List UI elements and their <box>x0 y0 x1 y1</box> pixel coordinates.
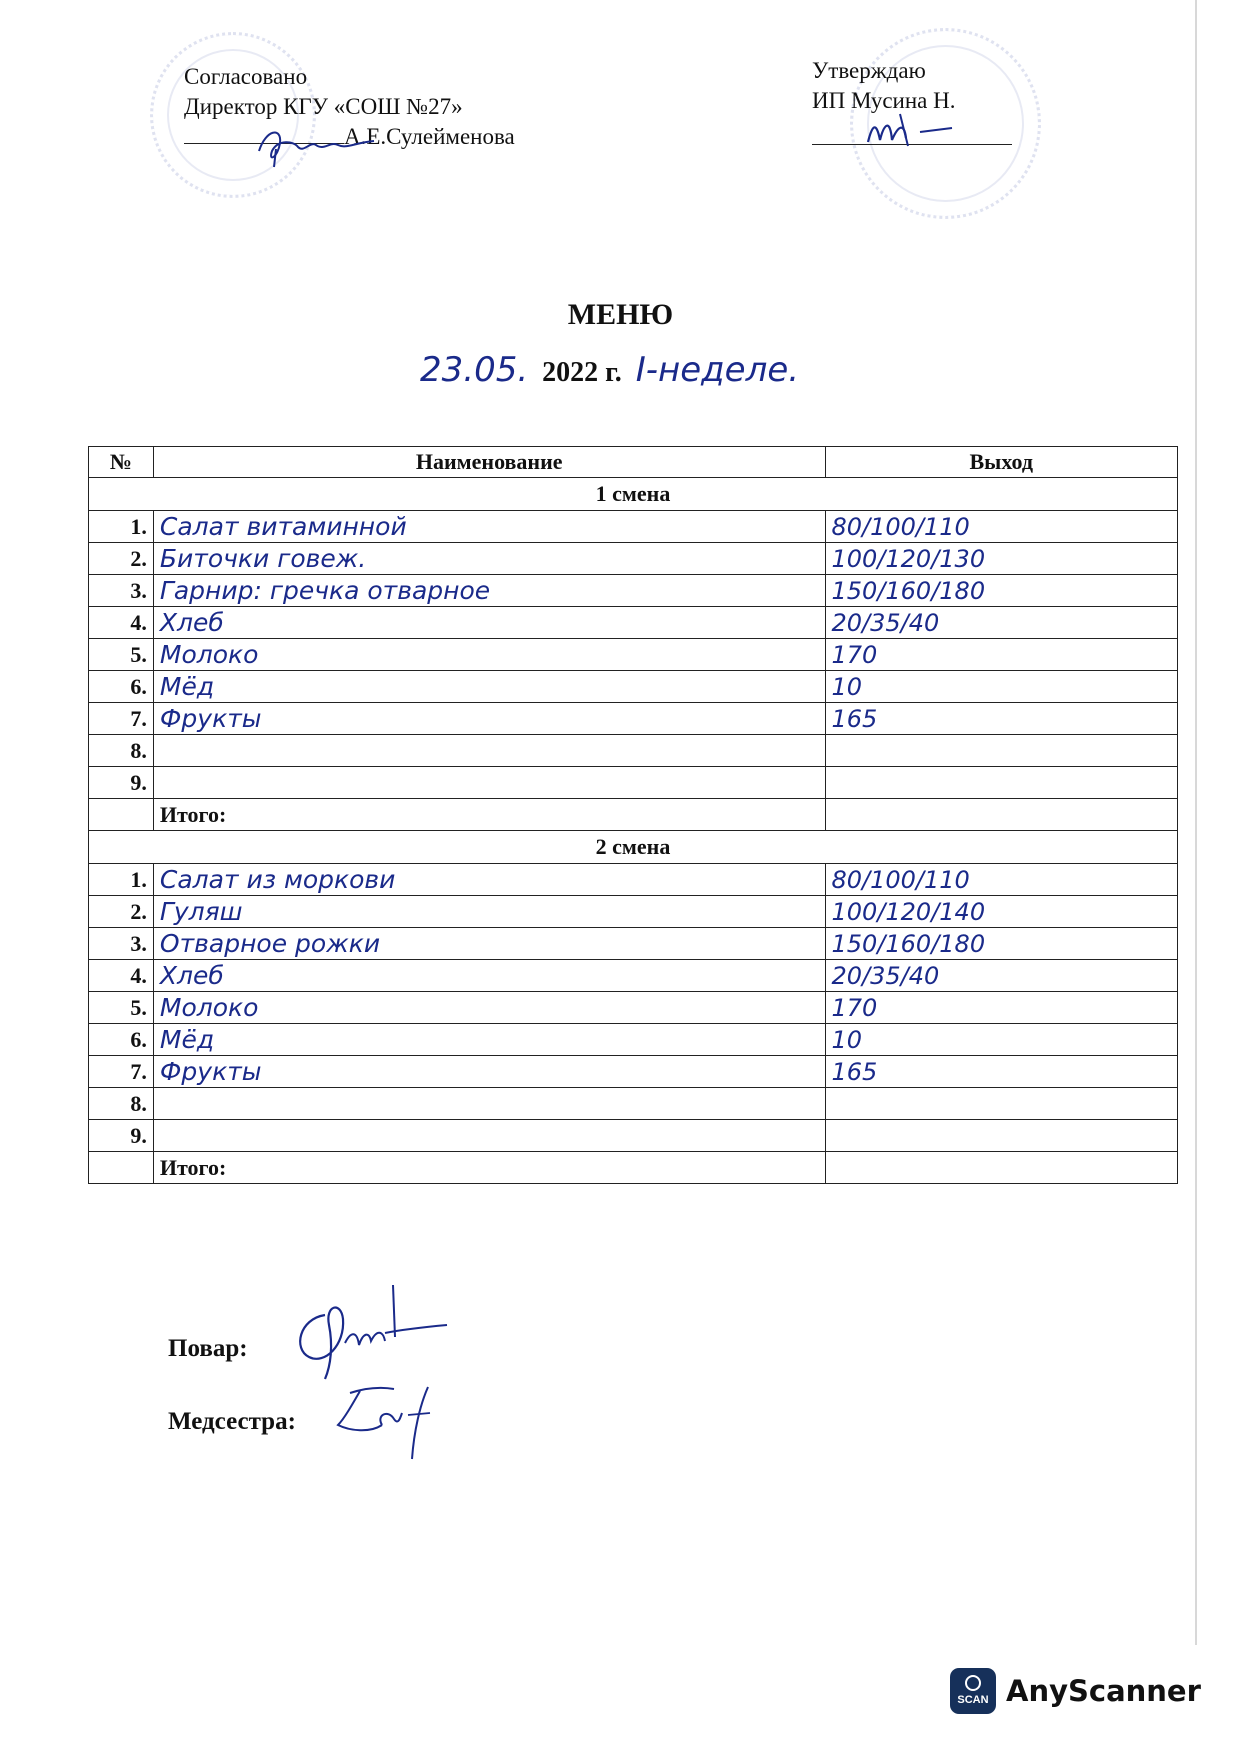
scan-edge <box>1195 0 1197 1645</box>
row-number: 9. <box>89 1120 154 1152</box>
total-value <box>825 1152 1178 1184</box>
dish-name: Фрукты <box>153 1056 825 1088</box>
cook-label: Повар: <box>168 1335 248 1362</box>
row-number: 1. <box>89 864 154 896</box>
dish-output: 165 <box>825 703 1178 735</box>
table-row <box>89 992 1178 1024</box>
dish-name: Фрукты <box>153 703 825 735</box>
row-number: 6. <box>89 671 154 703</box>
confirm-block <box>812 56 1012 153</box>
dish-name: Мёд <box>153 671 825 703</box>
row-number: 7. <box>89 703 154 735</box>
dish-output: 80/100/110 <box>825 511 1178 543</box>
table-row <box>89 735 1178 767</box>
approval-signer: А.Е.Сулейменова <box>344 124 515 149</box>
dish-output: 20/35/40 <box>825 960 1178 992</box>
dish-output <box>825 1088 1178 1120</box>
table-row <box>89 767 1178 799</box>
table-row <box>89 1088 1178 1120</box>
total-row <box>89 799 1178 831</box>
table-row <box>89 607 1178 639</box>
anyscanner-watermark <box>950 1668 1201 1714</box>
brand-name: AnyScanner <box>1006 1674 1201 1708</box>
total-value <box>825 799 1178 831</box>
approval-director: Директор КГУ «СОШ №27» <box>184 94 463 119</box>
row-number: 5. <box>89 992 154 1024</box>
dish-name <box>153 1088 825 1120</box>
table-row <box>89 703 1178 735</box>
nurse-signature <box>320 1375 450 1465</box>
dish-output: 165 <box>825 1056 1178 1088</box>
dish-name: Салат из моркови <box>153 864 825 896</box>
approval-block <box>184 62 515 152</box>
dish-output <box>825 1120 1178 1152</box>
dish-name: Гуляш <box>153 896 825 928</box>
confirm-title: Утверждаю <box>812 58 926 83</box>
column-output: Выход <box>825 447 1178 478</box>
dish-name: Хлеб <box>153 960 825 992</box>
dish-name: Молоко <box>153 639 825 671</box>
table-header <box>89 447 1178 478</box>
shift-label: 1 смена <box>89 478 1178 511</box>
total-blank <box>89 799 154 831</box>
dish-name <box>153 767 825 799</box>
confirm-owner: ИП Мусина Н. <box>812 88 956 113</box>
dish-output: 80/100/110 <box>825 864 1178 896</box>
dish-name: Биточки говеж. <box>153 543 825 575</box>
approval-signature-line <box>184 122 515 152</box>
row-number: 2. <box>89 896 154 928</box>
dish-name: Мёд <box>153 1024 825 1056</box>
dish-output: 150/160/180 <box>825 928 1178 960</box>
dish-output: 10 <box>825 1024 1178 1056</box>
total-row <box>89 1152 1178 1184</box>
table-row <box>89 1120 1178 1152</box>
signature-underline <box>184 143 344 144</box>
row-number: 2. <box>89 543 154 575</box>
dish-output: 20/35/40 <box>825 607 1178 639</box>
shift-1-header <box>89 478 1178 511</box>
column-name: Наименование <box>153 447 825 478</box>
row-number: 3. <box>89 928 154 960</box>
row-number: 9. <box>89 767 154 799</box>
table-row <box>89 928 1178 960</box>
row-number: 5. <box>89 639 154 671</box>
dish-name: Салат витаминной <box>153 511 825 543</box>
total-label: Итого: <box>153 799 825 831</box>
dish-output: 10 <box>825 671 1178 703</box>
row-number: 6. <box>89 1024 154 1056</box>
table-row <box>89 896 1178 928</box>
dish-output: 100/120/140 <box>825 896 1178 928</box>
dish-output <box>825 767 1178 799</box>
total-blank <box>89 1152 154 1184</box>
row-number: 7. <box>89 1056 154 1088</box>
dish-output: 170 <box>825 992 1178 1024</box>
handwritten-week: I-неделе. <box>635 350 800 390</box>
table-row <box>89 575 1178 607</box>
dish-output: 170 <box>825 639 1178 671</box>
owner-signature <box>862 106 972 150</box>
menu-table <box>88 446 1178 1184</box>
table-row <box>89 639 1178 671</box>
table-row <box>89 511 1178 543</box>
column-number: № <box>89 447 154 478</box>
row-number: 8. <box>89 1088 154 1120</box>
scan-app-icon: SCAN <box>950 1668 996 1714</box>
confirm-signature-line <box>812 116 1012 153</box>
handwritten-date: 23.05. <box>420 350 529 390</box>
nurse-label: Медсестра: <box>168 1408 296 1435</box>
table-row <box>89 864 1178 896</box>
dish-output: 100/120/130 <box>825 543 1178 575</box>
table-row <box>89 543 1178 575</box>
dish-name: Молоко <box>153 992 825 1024</box>
signature-underline <box>812 116 1012 145</box>
dish-name: Хлеб <box>153 607 825 639</box>
shift-2-header <box>89 831 1178 864</box>
date-line <box>420 350 799 390</box>
table-row <box>89 1056 1178 1088</box>
dish-output: 150/160/180 <box>825 575 1178 607</box>
dish-output <box>825 735 1178 767</box>
dish-name <box>153 735 825 767</box>
dish-name: Отварное рожки <box>153 928 825 960</box>
row-number: 4. <box>89 960 154 992</box>
year-label: 2022 г. <box>542 357 622 388</box>
page-title: МЕНЮ <box>567 298 674 331</box>
table-row <box>89 671 1178 703</box>
row-number: 3. <box>89 575 154 607</box>
row-number: 8. <box>89 735 154 767</box>
row-number: 4. <box>89 607 154 639</box>
total-label: Итого: <box>153 1152 825 1184</box>
director-signature <box>254 121 384 169</box>
table-row <box>89 1024 1178 1056</box>
cook-signature <box>285 1275 455 1385</box>
dish-name <box>153 1120 825 1152</box>
shift-label: 2 смена <box>89 831 1178 864</box>
row-number: 1. <box>89 511 154 543</box>
approval-title: Согласовано <box>184 64 308 89</box>
dish-name: Гарнир: гречка отварное <box>153 575 825 607</box>
table-row <box>89 960 1178 992</box>
